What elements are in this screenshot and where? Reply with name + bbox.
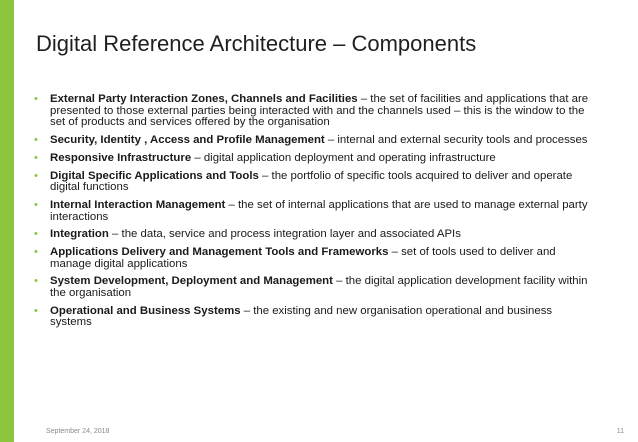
list-item — [32, 135, 592, 147]
bullet-term: Digital Specific Applications and Tools — [50, 169, 259, 182]
bullet-icon: • — [34, 133, 38, 146]
bullet-description: – digital application deployment and operating infrastructure — [194, 151, 496, 164]
bullet-icon: • — [34, 228, 38, 241]
list-item — [32, 276, 592, 299]
bullet-icon: • — [34, 198, 38, 211]
bullet-description: – the set of facilities and applications that are presented to those external parties being interacted with and the channels used – this is the window to the set of products and services offered by the organisation — [50, 93, 589, 129]
bullet-term: Applications Delivery and Management Tools and Frameworks — [50, 246, 389, 259]
bullet-icon: • — [34, 246, 38, 259]
list-item — [32, 306, 592, 329]
footer-date: September 24, 2018 — [46, 428, 110, 435]
bullet-term: Integration — [50, 228, 109, 241]
bullet-term: Security, Identity , Access and Profile Management — [50, 133, 325, 146]
bullet-icon: • — [34, 151, 38, 164]
bullet-icon: • — [34, 275, 38, 288]
bullet-term: System Development, Deployment and Management — [50, 275, 333, 288]
list-item — [32, 229, 592, 241]
bullet-description: – internal and external security tools and processes — [327, 133, 588, 146]
bullet-term: Operational and Business Systems — [50, 304, 241, 317]
bullet-term: Internal Interaction Management — [50, 198, 226, 211]
list-item — [32, 171, 592, 194]
list-item — [32, 94, 592, 129]
bullet-term: External Party Interaction Zones, Channels and Facilities — [50, 93, 358, 105]
list-item — [32, 247, 592, 270]
slide-title: Digital Reference Architecture – Components — [36, 31, 477, 56]
bullet-description: – the existing and new organisation operational and business systems — [50, 304, 553, 329]
bullet-description: – set of tools used to deliver and manage digital applications — [50, 246, 556, 270]
page-number: 11 — [616, 428, 624, 435]
bullet-description: – the digital application development facility within the organisation — [50, 275, 588, 300]
bullet-description: – the data, service and process integration layer and associated APIs — [112, 228, 461, 241]
bullet-icon: • — [34, 93, 38, 105]
bullet-icon: • — [34, 304, 38, 317]
bullet-list — [32, 94, 592, 335]
list-item — [32, 200, 592, 223]
bullet-description: – the set of internal applications that are used to manage external party interactions — [50, 198, 588, 223]
list-item — [32, 153, 592, 165]
bullet-term: Responsive Infrastructure — [50, 151, 192, 164]
accent-bar — [0, 0, 14, 442]
bullet-icon: • — [34, 169, 38, 182]
bullet-description: – the portfolio of specific tools acquired to deliver and operate digital functions — [50, 169, 573, 194]
